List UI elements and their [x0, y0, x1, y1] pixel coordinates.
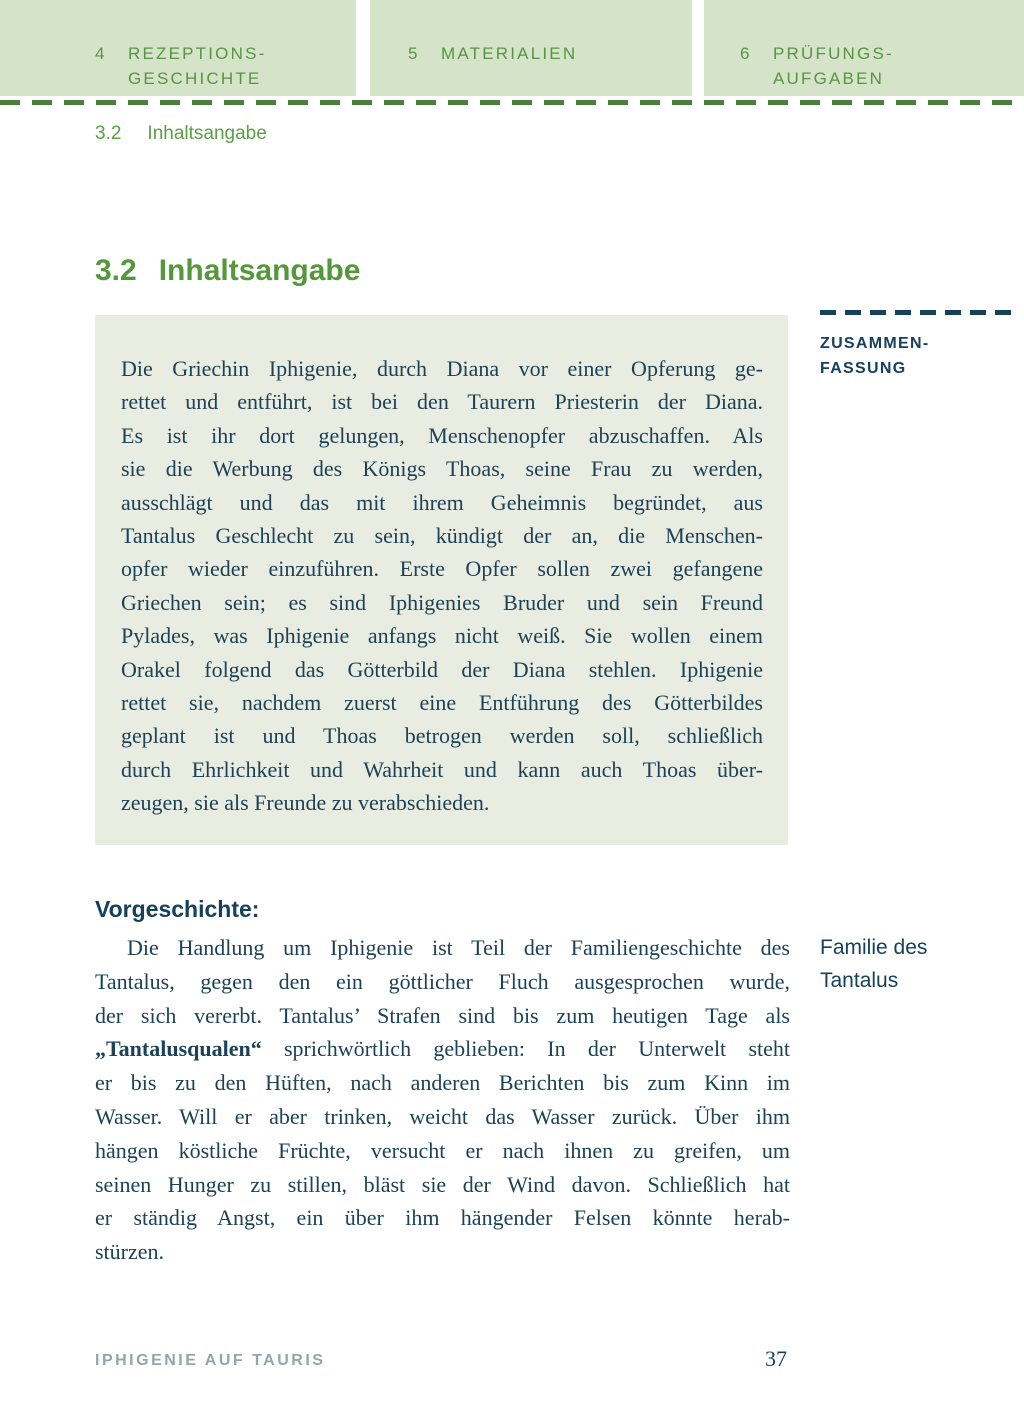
text-segment: durch Ehrlichkeit und Wahrheit und kann auch Thoas über-: [121, 756, 763, 782]
text-line: [95, 965, 790, 999]
tab-number: 6: [740, 44, 752, 63]
text-line: [95, 1235, 790, 1269]
label-line: ZUSAMMEN-: [820, 335, 930, 352]
tab-number: 4: [95, 44, 107, 63]
footer-book-title: IPHIGENIE AUF TAURIS: [95, 1352, 326, 1369]
label-line: REZEPTIONS-: [128, 44, 267, 63]
tab-number: 5: [408, 44, 420, 63]
text-segment: „Tantalusqualen“: [95, 1036, 262, 1062]
label-line: PRÜFUNGS-: [773, 44, 894, 63]
text-segment: Tantalus Geschlecht zu sein, kündigt der an, die Menschen-: [121, 523, 763, 549]
section-heading: [95, 254, 360, 288]
text-line: [95, 1134, 790, 1168]
text-segment: Pylades, was Iphigenie anfangs nicht weiß. Sie wollen einem: [121, 623, 763, 649]
text-line: [121, 619, 763, 652]
text-segment: stürzen.: [95, 1239, 165, 1265]
text-line: [121, 519, 763, 552]
running-header-number: 3.2: [95, 123, 122, 144]
text-segment: Die Handlung um Iphigenie ist Teil der Familiengeschichte des: [127, 935, 790, 960]
text-line: [95, 1032, 790, 1066]
running-header: [95, 123, 267, 145]
vorgeschichte-heading: Vorgeschichte:: [95, 896, 260, 922]
label-line: AUFGABEN: [773, 69, 885, 88]
text-line: [95, 1066, 790, 1100]
text-segment: ausschlägt und das mit ihrem Geheimnis begründet, aus: [121, 489, 763, 515]
text-segment: opfer wieder einzuführen. Erste Opfer sollen zwei gefangene: [121, 556, 763, 582]
text-segment: er ständig Angst, ein über ihm hängender Felsen könnte herab-: [95, 1205, 790, 1231]
margin-label-zusammenfassung: [820, 331, 929, 381]
text-segment: rettet sie, nachdem zuerst eine Entführung des Götterbildes: [121, 690, 763, 716]
text-line: [121, 452, 763, 485]
text-line: [121, 419, 763, 452]
text-line: [95, 1168, 790, 1202]
text-segment: rettet und entführt, ist bei den Taurern Priesterin der Diana.: [121, 389, 763, 415]
text-segment: zeugen, sie als Freunde zu verabschieden.: [121, 790, 490, 816]
text-segment: Orakel folgend das Götterbild der Diana stehlen. Iphigenie: [121, 656, 763, 682]
text-segment: sprichwörtlich geblieben: In der Unterwelt steht: [261, 1036, 790, 1062]
tab-label: [128, 41, 267, 91]
section-title: Inhaltsangabe: [158, 254, 361, 287]
text-line: [121, 486, 763, 519]
text-line: [121, 753, 763, 786]
text-segment: Tantalus, gegen den ein göttlicher Fluch ausgesprochen wurde,: [95, 968, 790, 994]
text-segment: geplant ist und Thoas betrogen werden soll, schließlich: [121, 723, 763, 749]
label-line: FASSUNG: [820, 360, 907, 377]
text-segment: Wasser. Will er aber trinken, weicht das Wasser zurück. Über ihm: [95, 1103, 790, 1129]
label-line: MATERIALIEN: [441, 44, 578, 63]
text-segment: sie die Werbung des Königs Thoas, seine Frau zu werden,: [121, 456, 763, 482]
text-line: [121, 719, 763, 752]
page-number: 37: [765, 1346, 787, 1371]
text-segment: der sich vererbt. Tantalus’ Strafen sind bis zum heutigen Tage als: [95, 1002, 790, 1028]
text-line: [121, 786, 763, 819]
text-segment: er bis zu den Hüften, nach anderen Berichten bis zum Kinn im: [95, 1070, 790, 1096]
text-line: [95, 1100, 790, 1134]
tab-label: [441, 41, 577, 66]
text-line: [121, 385, 763, 418]
vorgeschichte-paragraph: [95, 931, 790, 1269]
label-line: Tantalus: [820, 969, 899, 992]
header-tab-materialien: [370, 0, 692, 96]
margin-note-familie-des-tantalus: [820, 931, 927, 997]
text-segment: Die Griechin Iphigenie, durch Diana vor einer Opferung ge-: [121, 356, 763, 381]
text-line: [95, 1201, 790, 1235]
header-dashed-rule: [0, 100, 1024, 105]
margin-dashed-rule: [820, 310, 1015, 315]
summary-box: [95, 315, 788, 845]
text-segment: Griechen sein; es sind Iphigenies Bruder und sein Freund: [121, 589, 763, 615]
text-line: [121, 586, 763, 619]
text-line: [95, 931, 790, 965]
label-line: GESCHICHTE: [128, 69, 262, 88]
text-line: [121, 686, 763, 719]
section-number: 3.2: [95, 254, 137, 287]
header-tab-pruefungsaufgaben: [704, 0, 1024, 96]
text-line: [121, 653, 763, 686]
text-line: [95, 999, 790, 1033]
label-line: Familie des: [820, 936, 928, 959]
tab-label: [773, 41, 894, 91]
text-segment: hängen köstliche Früchte, versucht er nach ihnen zu greifen, um: [95, 1137, 790, 1163]
text-segment: seinen Hunger zu stillen, bläst sie der Wind davon. Schließlich hat: [95, 1171, 790, 1197]
text-segment: Es ist ihr dort gelungen, Menschenopfer abzuschaffen. Als: [121, 422, 763, 448]
text-line: [121, 352, 763, 385]
running-header-title: Inhaltsangabe: [147, 123, 267, 144]
header-tab-rezeptionsgeschichte: [0, 0, 356, 96]
text-line: [121, 552, 763, 585]
